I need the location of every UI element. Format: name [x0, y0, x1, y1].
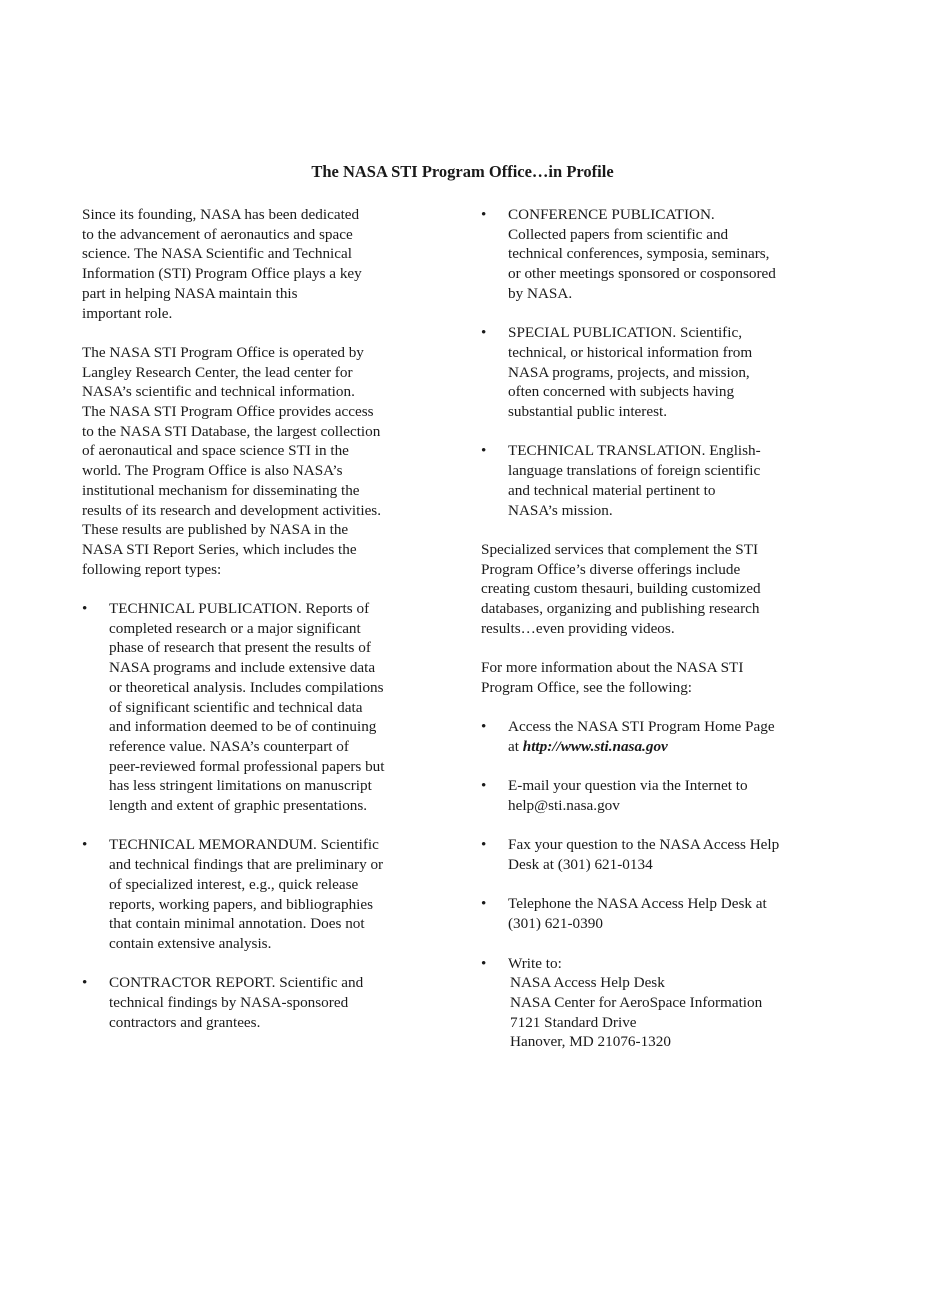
home-page-text: Access the NASA STI Program Home Page	[508, 718, 775, 736]
fax-text: Fax your question to the NASA Access Help	[508, 836, 780, 854]
item-line: substantial public interest.	[508, 403, 668, 421]
contact-email	[481, 776, 826, 815]
bullet-icon: •	[481, 777, 487, 795]
contact-write	[481, 954, 826, 1053]
fax-number: Desk at (301) 621-0134	[508, 856, 653, 874]
report-type-technical-translation	[481, 441, 826, 520]
item-line: contain extensive analysis.	[109, 934, 272, 952]
intro-line: science. The NASA Scientific and Technical	[82, 245, 352, 263]
bullet-icon: •	[82, 600, 88, 618]
item-line: technical conferences, symposia, seminars,	[508, 245, 770, 263]
intro-line: Since its founding, NASA has been dedicated	[82, 206, 360, 223]
item-line: language translations of foreign scientific	[508, 462, 761, 480]
item-line: Collected papers from scientific and	[508, 225, 729, 243]
item-line: technical, or historical information from	[508, 343, 753, 361]
operation-line: world. The Program Office is also NASA’s	[82, 462, 343, 480]
item-line: contractors and grantees.	[109, 1013, 261, 1031]
home-page-link[interactable]: http://www.sti.nasa.gov	[522, 737, 668, 755]
intro-line: to the advancement of aeronautics and space	[82, 225, 353, 243]
item-line: TECHNICAL MEMORANDUM. Scientific	[109, 836, 379, 854]
operation-line: institutional mechanism for disseminating the	[82, 481, 360, 499]
operation-line: NASA STI Report Series, which includes the	[82, 540, 357, 558]
services-paragraph	[481, 540, 826, 639]
services-line: databases, organizing and publishing research	[481, 600, 760, 618]
bullet-icon: •	[481, 206, 487, 223]
bullet-icon: •	[481, 836, 487, 854]
more-info-paragraph	[481, 658, 826, 697]
operation-line: The NASA STI Program Office is operated by	[82, 343, 364, 361]
email-address[interactable]: help@sti.nasa.gov	[508, 797, 620, 814]
item-line: of significant scientific and technical data	[109, 698, 363, 716]
right-column	[481, 205, 826, 1072]
intro-line: part in helping NASA maintain this	[82, 284, 298, 302]
item-line: length and extent of graphic presentations.	[109, 797, 368, 815]
item-line: by NASA.	[508, 284, 573, 302]
item-line: CONFERENCE PUBLICATION.	[508, 206, 715, 223]
services-line: results…even providing videos.	[481, 619, 675, 637]
email-text: E-mail your question via the Internet to	[508, 777, 748, 795]
phone-text: Telephone the NASA Access Help Desk at	[508, 895, 767, 913]
report-type-technical-publication	[82, 599, 417, 816]
contact-fax	[481, 835, 826, 874]
item-line: reference value. NASA’s counterpart of	[109, 737, 349, 755]
left-column	[82, 205, 417, 1052]
address-line: Hanover, MD 21076-1320	[510, 1033, 671, 1051]
address-line: NASA Center for AeroSpace Information	[510, 993, 763, 1011]
item-line: reports, working papers, and bibliographies	[109, 895, 374, 913]
operation-line: Langley Research Center, the lead center for	[82, 363, 353, 381]
more-info-line: For more information about the NASA STI	[481, 659, 744, 677]
home-page-prefix: at	[508, 737, 523, 755]
services-line: Specialized services that complement the STI	[481, 540, 759, 558]
item-line: TECHNICAL TRANSLATION. English-	[508, 442, 761, 460]
item-line: NASA programs, projects, and mission,	[508, 363, 750, 381]
report-type-technical-memorandum	[82, 835, 417, 953]
contact-home-page	[481, 717, 826, 756]
item-line: technical findings by NASA-sponsored	[109, 994, 349, 1012]
item-line: or other meetings sponsored or cosponsored	[508, 265, 776, 283]
operation-line: NASA’s scientific and technical information.	[82, 383, 355, 401]
services-line: Program Office’s diverse offerings include	[481, 560, 741, 578]
item-line: NASA’s mission.	[508, 501, 613, 519]
report-type-contractor-report	[82, 973, 417, 1032]
services-line: creating custom thesauri, building customized	[481, 580, 761, 598]
item-line: has less stringent limitations on manuscript	[109, 777, 372, 795]
operation-paragraph	[82, 343, 417, 579]
item-line: SPECIAL PUBLICATION. Scientific,	[508, 324, 742, 342]
item-line: phase of research that present the results of	[109, 639, 371, 657]
item-line: or theoretical analysis. Includes compilations	[109, 678, 384, 696]
item-line: often concerned with subjects having	[508, 383, 735, 401]
item-line: NASA programs and include extensive data	[109, 659, 376, 677]
phone-number: (301) 621-0390	[508, 915, 603, 933]
home-page-line2	[508, 737, 826, 757]
item-line: of specialized interest, e.g., quick release	[109, 875, 359, 893]
write-label: Write to:	[508, 954, 562, 972]
address-line: NASA Access Help Desk	[510, 974, 665, 992]
bullet-icon: •	[82, 974, 88, 992]
intro-line: important role.	[82, 304, 173, 322]
operation-line: of aeronautical and space science STI in the	[82, 442, 349, 460]
operation-line: following report types:	[82, 560, 222, 578]
bullet-icon: •	[481, 442, 487, 460]
item-line: TECHNICAL PUBLICATION. Reports of	[109, 600, 370, 618]
item-line: and information deemed to be of continuing	[109, 718, 377, 736]
item-line: completed research or a major significant	[109, 619, 361, 637]
operation-line: The NASA STI Program Office provides access	[82, 403, 374, 421]
bullet-icon: •	[481, 954, 487, 972]
bullet-icon: •	[82, 836, 88, 854]
item-line: that contain minimal annotation. Does not	[109, 915, 365, 933]
operation-line: These results are published by NASA in the	[82, 521, 349, 539]
bullet-icon: •	[481, 895, 487, 913]
item-line: and technical findings that are preliminary or	[109, 856, 384, 874]
item-line: and technical material pertinent to	[508, 481, 716, 499]
report-type-conference-publication	[481, 205, 826, 304]
item-line: CONTRACTOR REPORT. Scientific and	[109, 974, 364, 992]
item-line: peer-reviewed formal professional papers but	[109, 757, 385, 775]
intro-paragraph	[82, 205, 417, 323]
more-info-line: Program Office, see the following:	[481, 678, 693, 696]
page-title: The NASA STI Program Office…in Profile	[311, 162, 614, 181]
operation-line: results of its research and development activities.	[82, 501, 382, 519]
report-type-special-publication	[481, 323, 826, 422]
contact-telephone	[481, 894, 826, 933]
operation-line: to the NASA STI Database, the largest collection	[82, 422, 381, 440]
address-line: 7121 Standard Drive	[510, 1013, 637, 1031]
bullet-icon: •	[481, 718, 487, 736]
intro-line: Information (STI) Program Office plays a key	[82, 265, 362, 283]
bullet-icon: •	[481, 324, 487, 342]
